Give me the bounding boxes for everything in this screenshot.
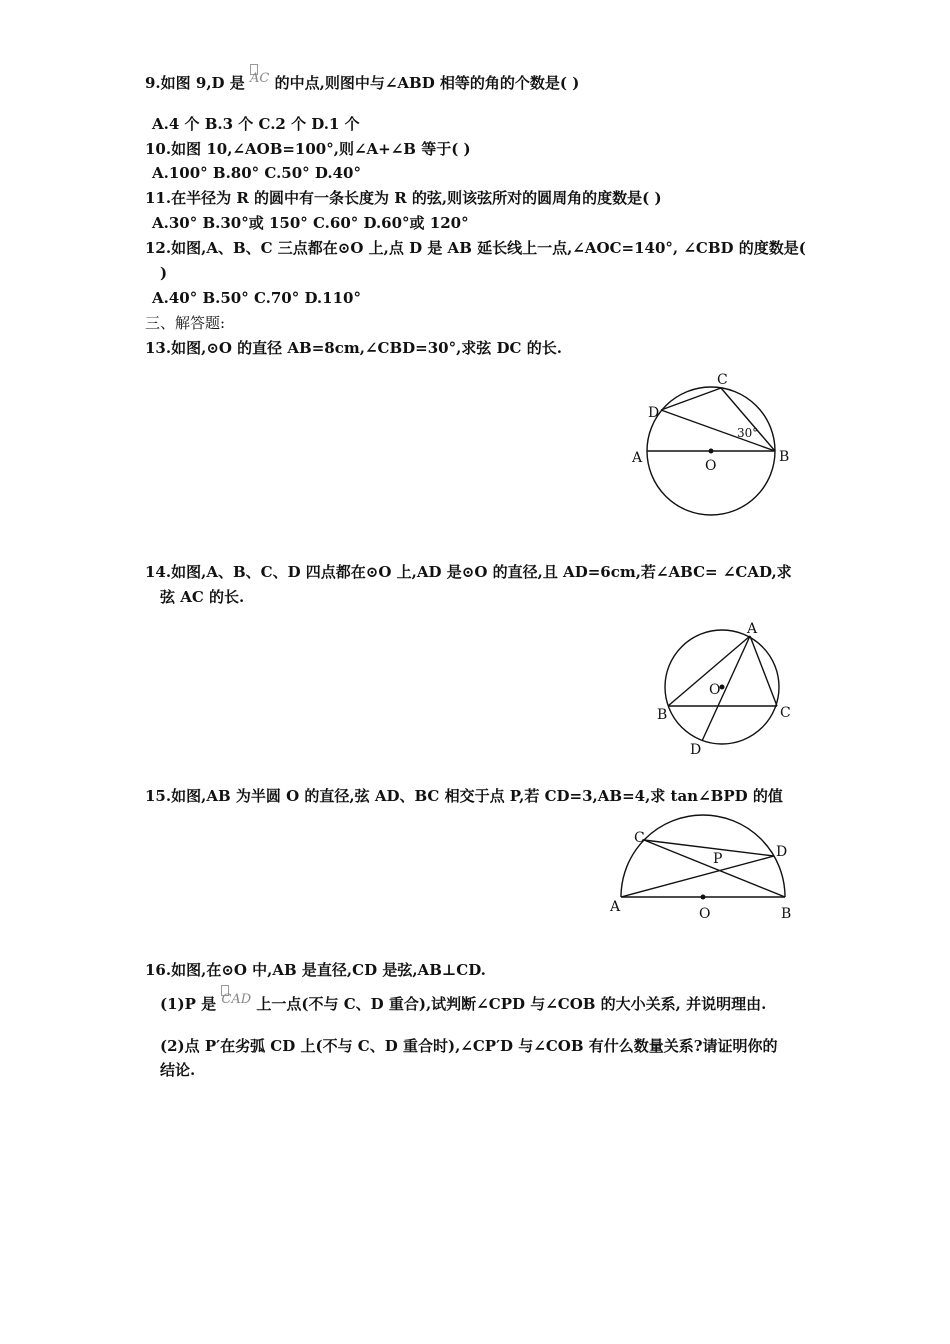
fig15-geometry [621, 815, 788, 897]
fig15-label-c: C [634, 830, 645, 846]
fig14-label-a: A [747, 621, 758, 637]
q16-p1-post: 上一点(不与 C、D 重合),试判断∠CPD 与∠COB 的大小关系, 并说明理由. [256, 995, 767, 1013]
q12-options: A.40° B.50° C.70° D.110° [152, 289, 361, 307]
q14-line2: 弦 AC 的长. [160, 588, 245, 606]
fig14-label-b: B [657, 707, 668, 723]
q12-cont: ) [160, 264, 168, 282]
fig13-label-c: C [717, 372, 728, 388]
fig15-label-p: P [713, 851, 723, 867]
q16-part1 [160, 994, 766, 1016]
fig13-label-b: B [779, 449, 790, 465]
fig15-label-o: O [699, 906, 711, 922]
fig14-label-c: C [780, 705, 791, 721]
arc-cad-label: CAD [221, 992, 252, 1007]
q11-options: A.30° B.30°或 150° C.60° D.60°或 120° [152, 214, 469, 232]
q12-text: 12.如图,A、B、C 三点都在⊙O 上,点 D 是 AB 延长线上一点,∠AOC=140°, ∠CBD 的度数是( [145, 239, 806, 257]
q13-text: 13.如图,⊙O 的直径 AB=8cm,∠CBD=30°,求弦 DC 的长. [145, 339, 562, 357]
q16-part2-line2: 结论. [160, 1061, 196, 1079]
q9-options: A.4 个 B.3 个 C.2 个 D.1 个 [152, 115, 360, 133]
q9-post: 的中点,则图中与∠ABD 相等的角的个数是( ) [274, 74, 580, 92]
fig15-center-dot [701, 895, 706, 900]
fig13-center-dot [709, 449, 714, 454]
q16-part2-line1: (2)点 P′在劣弧 CD 上(不与 C、D 重合时),∠CP′D 与∠COB 有什么数量关系?请证明你的 [160, 1037, 778, 1055]
fig13-label-angle: 30° [737, 426, 759, 440]
fig15-label-d: D [776, 844, 788, 860]
q10-options: A.100° B.80° C.50° D.40° [152, 164, 361, 182]
q10-text: 10.如图 10,∠AOB=100°,则∠A+∠B 等于( ) [145, 140, 471, 158]
arc-ac-label: AC [250, 71, 270, 86]
q16-text: 16.如图,在⊙O 中,AB 是直径,CD 是弦,AB⊥CD. [145, 961, 486, 979]
q15-text: 15.如图,AB 为半圆 O 的直径,弦 AD、BC 相交于点 P,若 CD=3,AB=4,求 tan∠BPD 的值 [145, 787, 783, 805]
fig14-chord-ac [750, 636, 777, 706]
q9-pre: 9.如图 9,D 是 [145, 74, 245, 92]
arc-cad-symbol [221, 992, 252, 1013]
fig13-label-o: O [705, 458, 717, 474]
fig15-label-b: B [781, 906, 792, 922]
fig13-chord-dc [661, 388, 721, 410]
section-heading: 三、解答题: [145, 314, 226, 332]
fig13-label-d: D [648, 405, 660, 421]
fig14-label-d: D [690, 742, 702, 758]
fig15-semicircle [621, 815, 788, 897]
q14-line1: 14.如图,A、B、C、D 四点都在⊙O 上,AD 是⊙O 的直径,且 AD=6cm,若∠ABC= ∠CAD,求 [145, 563, 792, 581]
fig13-label-a: A [632, 450, 643, 466]
fig15-label-a: A [610, 899, 621, 915]
q11-text: 11.在半径为 R 的圆中有一条长度为 R 的弦,则该弦所对的圆周角的度数是( ) [145, 189, 662, 207]
fig14-label-o: O [709, 682, 721, 698]
q16-p1-pre: (1)P 是 [160, 995, 217, 1013]
